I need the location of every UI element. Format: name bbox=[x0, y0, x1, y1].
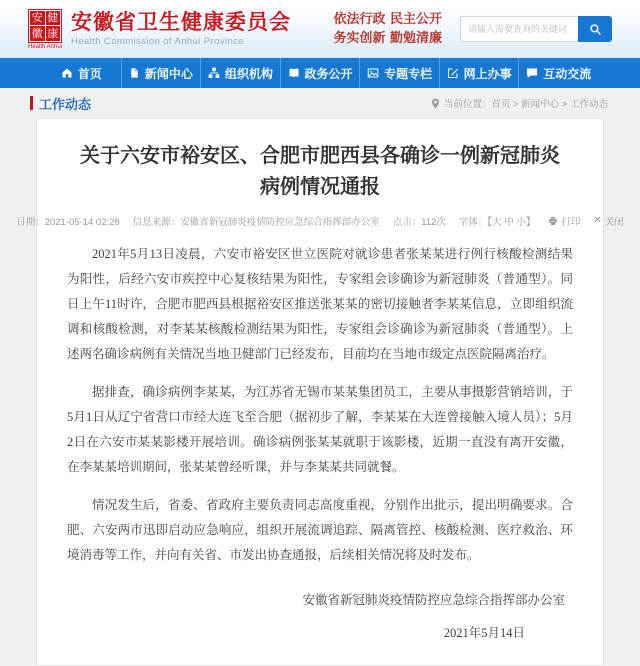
site-subtitle: Health Commission of Anhui Province bbox=[71, 36, 244, 47]
search-box bbox=[460, 16, 612, 42]
breadcrumb[interactable] bbox=[431, 96, 608, 110]
close-icon: ✕ bbox=[593, 215, 602, 226]
breadcrumb-text: 当前位置：首页 > 新闻中心 > 工作动态 bbox=[443, 99, 608, 110]
slogan-line-1: 依法行政 民主公开 bbox=[333, 12, 442, 27]
print-button[interactable] bbox=[548, 214, 580, 228]
close-label: 关闭 bbox=[604, 217, 624, 228]
article-views: 点击：112次 bbox=[392, 217, 446, 228]
content-area bbox=[0, 118, 640, 666]
home-icon bbox=[61, 67, 73, 79]
nav-item-special-topics[interactable] bbox=[359, 58, 439, 88]
location-pin-icon bbox=[431, 98, 440, 109]
seal-char: 康 bbox=[47, 26, 59, 40]
search-button[interactable] bbox=[578, 16, 612, 42]
org-chart-icon bbox=[208, 67, 220, 79]
article-title: 关于六安市裕安区、合肥市肥西县各确诊一例新冠肺炎病例情况通报 bbox=[80, 145, 560, 198]
article-paragraph: 2021年5月13日凌晨，六安市裕安区世立医院对就诊患者张某某进行例行核酸检测结果为阳性，后经六安市疾控中心复核结果为阳性，专家组会诊确诊为新冠肺炎（普通型）。同日上午11时许，合肥市肥西县根据裕安区推送张某某的密切接触者李某某信息，立即组织流调和核酸检测，对李某某核酸检测结果为阳性，专家组会诊确诊为新冠肺炎（普通型）。上述两名确诊病例有关情况当地卫健部门已经发布，目前均在当地市级定点医院隔离治疗。 bbox=[67, 247, 573, 361]
signature-date: 2021年5月14日 bbox=[443, 626, 525, 640]
seal-logo-icon bbox=[28, 9, 62, 43]
article-paragraph: 情况发生后，省委、省政府主要负责同志高度重视，分别作出批示，提出明确要求。合肥、六安两市迅即启动应急响应，组织开展流调追踪、隔离管控、核酸检测、医疗救治、环境消毒等工作，并向有关省、市发出协查通报，后续相关情况将及时发布。 bbox=[67, 498, 573, 562]
signature-organization: 安徽省新冠肺炎疫情防控应急综合指挥部办公室 bbox=[302, 593, 565, 607]
nav-item-label: 网上办事 bbox=[463, 66, 512, 81]
nav-item-home[interactable] bbox=[42, 58, 121, 88]
article-paragraph: 据排查，确诊病例李某某，为江苏省无锡市某某集团员工，主要从事摄影营销培训，于5月1日从辽宁省营口市经大连飞至合肥（据初步了解，李某某在大连曾接触入境人员）；5月2日在六安市某某影楼开展培训。确诊病例张某某就职于该影楼，近期一直没有离开安徽，在李某某培训期间，张某某曾经听课，并与李某某共同就餐。 bbox=[67, 385, 573, 474]
main-nav bbox=[0, 58, 640, 88]
news-document-icon bbox=[129, 67, 140, 79]
section-accent-bar bbox=[30, 96, 33, 110]
nav-item-label: 组织机构 bbox=[224, 66, 273, 81]
nav-item-organization[interactable] bbox=[200, 58, 280, 88]
article-card bbox=[16, 118, 624, 666]
nav-item-label: 新闻中心 bbox=[144, 66, 193, 81]
search-input[interactable] bbox=[460, 16, 578, 42]
chat-bubble-icon bbox=[526, 67, 538, 79]
close-button[interactable] bbox=[593, 214, 623, 228]
search-icon bbox=[589, 23, 602, 36]
font-size-control[interactable]: 字体：【大 中 小】 bbox=[458, 217, 536, 228]
image-icon bbox=[367, 67, 379, 79]
nav-item-label: 政务公开 bbox=[304, 66, 353, 81]
seal-char: 健 bbox=[47, 11, 59, 25]
nav-item-label: 专题专栏 bbox=[384, 66, 433, 81]
nav-item-interaction[interactable] bbox=[518, 58, 598, 88]
seal-char: 徽 bbox=[31, 26, 43, 40]
nav-item-online-services[interactable] bbox=[439, 58, 519, 88]
edit-pen-icon bbox=[447, 67, 459, 79]
header-slogans bbox=[333, 10, 442, 48]
slogan-line-2: 务实创新 勤勉清廉 bbox=[333, 31, 442, 46]
article-source: 信息来源：安徽省新冠肺炎疫情防控应急综合指挥部办公室 bbox=[132, 217, 380, 228]
article-meta bbox=[16, 214, 624, 228]
article-date: 日期：2021-05-14 02:28 bbox=[16, 217, 120, 228]
nav-item-label: 首页 bbox=[77, 66, 102, 81]
nav-item-gov-affairs[interactable] bbox=[280, 58, 360, 88]
seal-char: 安 bbox=[31, 11, 43, 25]
print-label: 打印 bbox=[561, 217, 581, 228]
seal-caption: Health Anhui bbox=[28, 43, 63, 50]
printer-icon bbox=[548, 216, 558, 226]
site-title: 安徽省卫生健康委员会 bbox=[71, 11, 292, 34]
article-body bbox=[67, 242, 573, 568]
section-header bbox=[30, 94, 91, 113]
book-icon bbox=[288, 67, 300, 79]
nav-item-news[interactable] bbox=[121, 58, 201, 88]
breadcrumb-row bbox=[0, 88, 640, 118]
section-title: 工作动态 bbox=[39, 96, 92, 112]
site-header bbox=[0, 0, 640, 58]
nav-item-label: 互动交流 bbox=[543, 66, 592, 81]
site-logo[interactable] bbox=[28, 9, 62, 50]
